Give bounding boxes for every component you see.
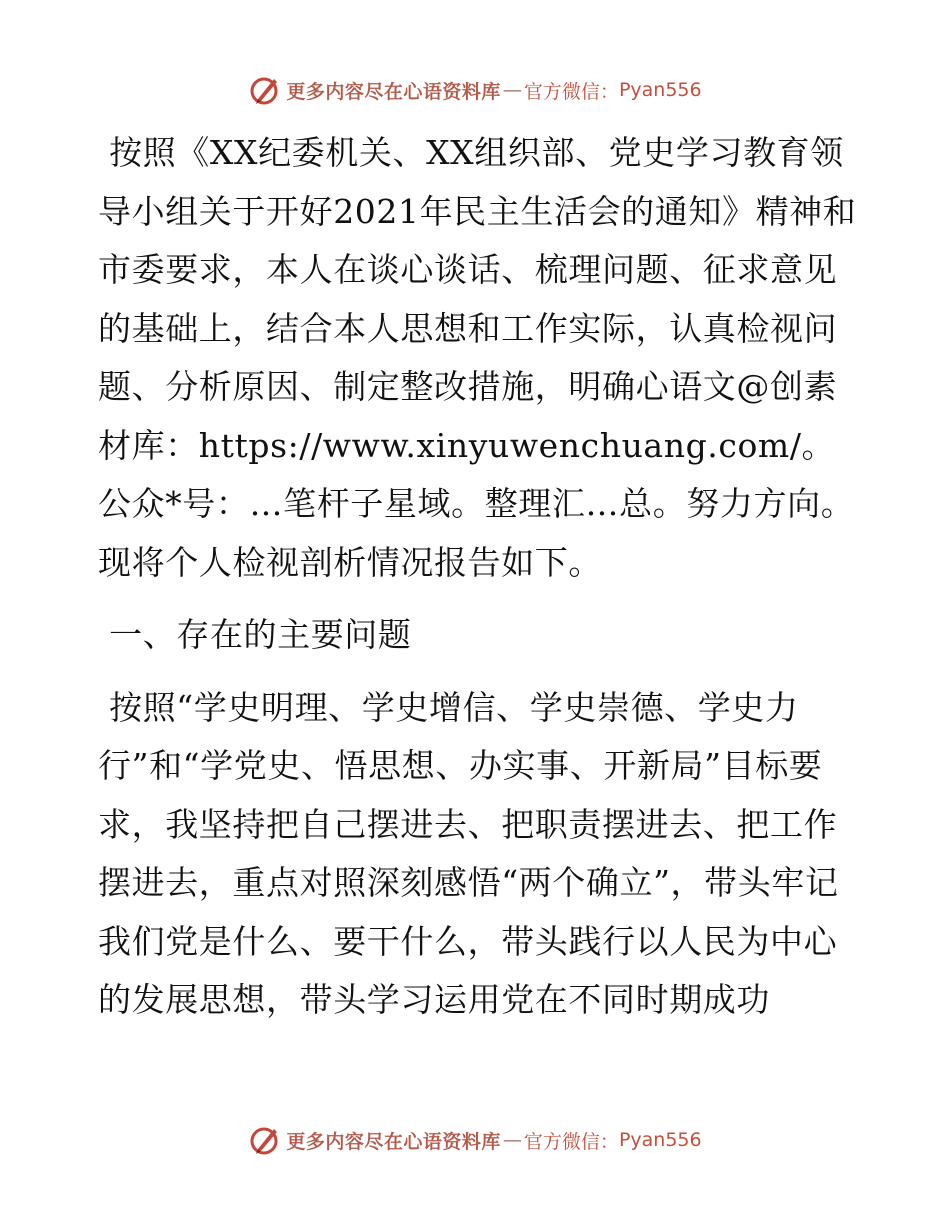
watermark-dash: — bbox=[502, 1129, 522, 1151]
pen-circle-logo-icon bbox=[248, 73, 282, 107]
header-watermark bbox=[0, 70, 950, 110]
paragraph-problems: 按照“学史明理、学史增信、学史崇德、学史力行”和“学党史、悟思想、办实事、开新局”目标要求，我坚持把自己摆进去、把职责摆进去、把工作摆进去，重点对照深刻感悟“两个确立”，带头牢记我们党是什么、要干什么，带头践行以人民为中心的发展思想，带头学习运用党在不同时期成功 bbox=[98, 687, 839, 1019]
watermark-wechat-label: 官方微信： bbox=[523, 80, 619, 103]
watermark-wechat-id: Pyan556 bbox=[618, 1129, 702, 1151]
section-heading: 一、存在的主要问题 bbox=[98, 615, 412, 654]
watermark-text: 更多内容尽在心语资料库 bbox=[286, 1130, 501, 1153]
watermark-text: 更多内容尽在心语资料库 bbox=[286, 80, 501, 103]
watermark-wechat-label: 官方微信： bbox=[523, 1130, 619, 1153]
document-body bbox=[98, 124, 858, 1030]
footer-watermark bbox=[0, 1120, 950, 1160]
watermark-dash: — bbox=[502, 79, 522, 101]
watermark-wechat-id: Pyan556 bbox=[618, 79, 702, 101]
paragraph-intro: 按照《XX纪委机关、XX组织部、党史学习教育领导小组关于开好2021年民主生活会的通知》精神和市委要求，本人在谈心谈话、梳理问题、征求意见的基础上，结合本人思想和工作实际，认真检视问题、分析原因、制定整改措施，明确心语文@创素材库：https://www.xinyuwenchuang.com/。公众*号：…笔杆子星域。整理汇…总。努力方向。现将个人检视剖析情况报告如下。 bbox=[98, 133, 857, 582]
pen-circle-logo-icon bbox=[248, 1123, 282, 1157]
